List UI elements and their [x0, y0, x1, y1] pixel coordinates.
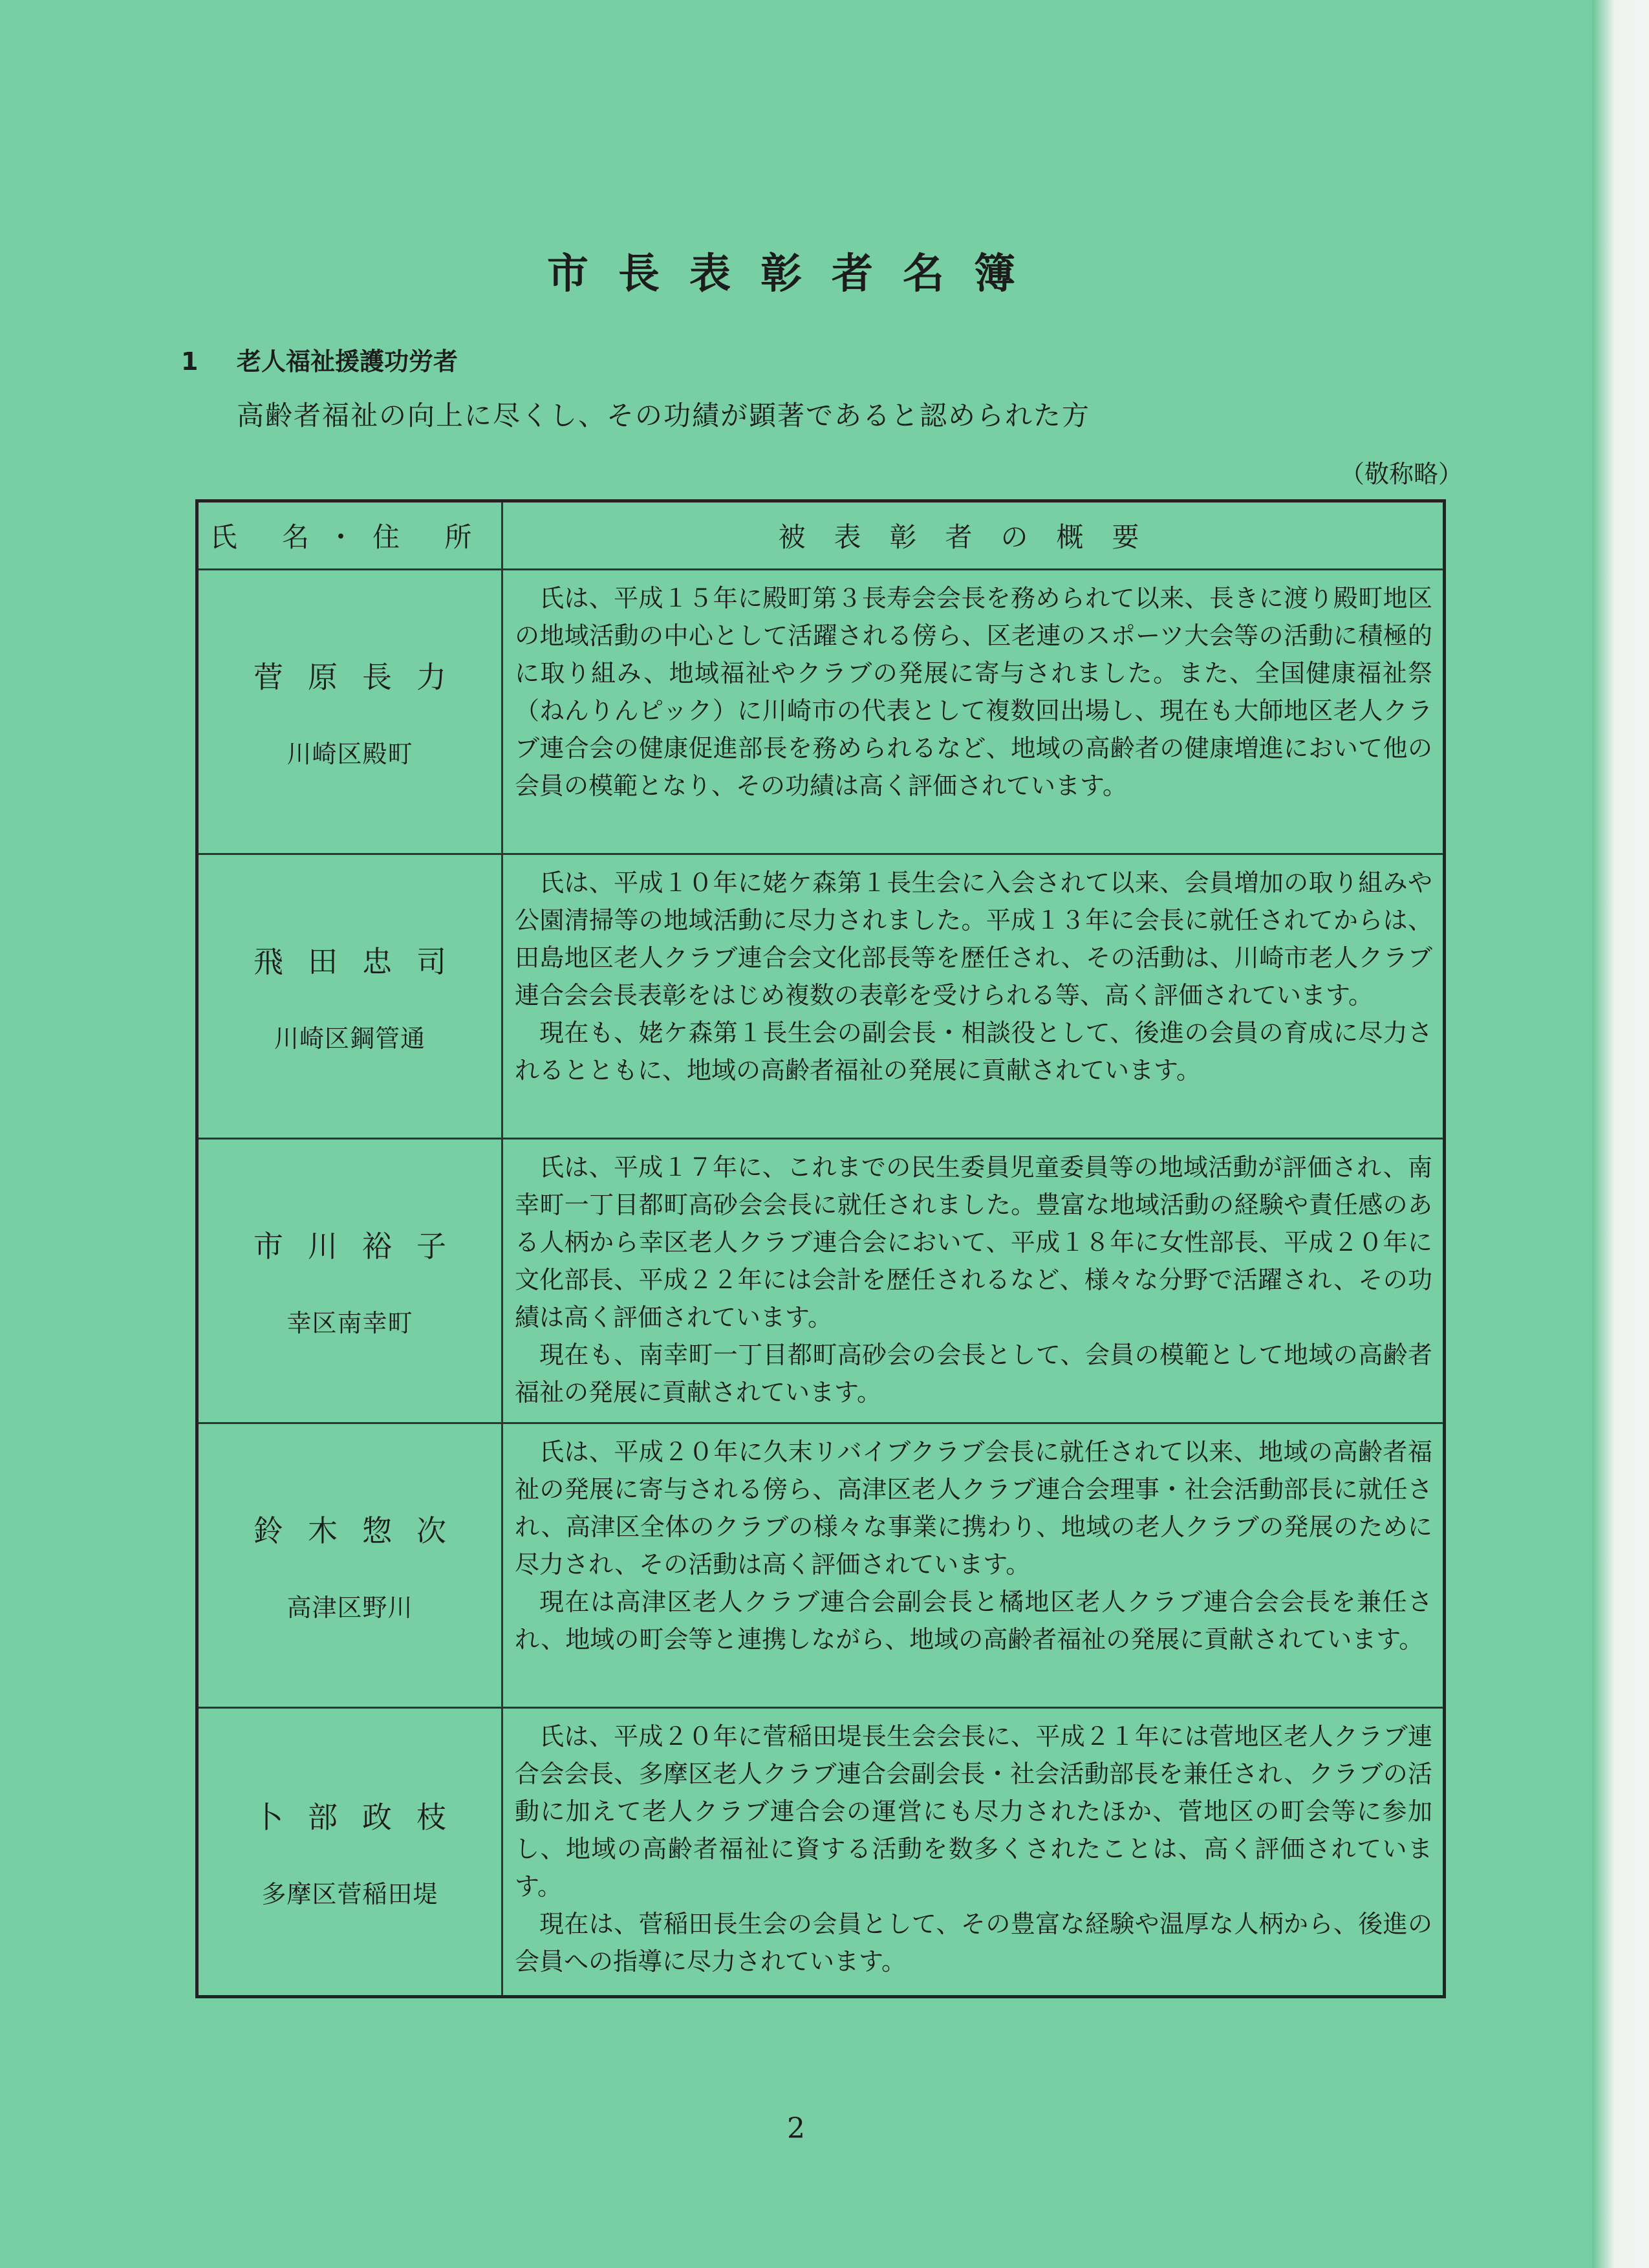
honoree-name: 菅原長力	[253, 660, 471, 695]
section-description: 高齢者福祉の向上に尽くし、その功績が顕著であると認められた方	[237, 400, 1091, 431]
table-row	[197, 854, 1445, 1139]
summary-cell	[502, 1708, 1445, 1997]
summary-paragraph: 現在は、菅稲田長生会の会員として、その豊富な経験や温厚な人柄から、後進の会員への指導に尽力されています。	[515, 1910, 1432, 1976]
honoree-address: 川崎区鋼管通	[274, 1024, 426, 1053]
summary-paragraph: 氏は、平成２０年に久末リバイブクラブ会長に就任されて以来、地域の高齢者福祉の発展に寄与される傍ら、高津区老人クラブ連合会理事・社会活動部長に就任され、高津区全体のクラブの様々な事業に携わり、地域の老人クラブの発展のために尽力され、その活動は高く評価されています。	[515, 1438, 1432, 1579]
summary-paragraph: 氏は、平成２０年に菅稲田堤長生会会長に、平成２１年には菅地区老人クラブ連合会会長、多摩区老人クラブ連合会副会長・社会活動部長を兼任され、クラブの活動に加えて老人クラブ連合会の運営にも尽力されたほか、菅地区の町会等に参加し、地域の高齢者福祉に資する活動を数多くされたことは、高く評価されています。	[515, 1722, 1432, 1901]
honorees-table	[195, 499, 1446, 1998]
header-name-address: 氏 名・住 所	[197, 501, 502, 570]
table-header-row	[197, 501, 1445, 570]
honoree-address: 川崎区殿町	[286, 740, 413, 768]
header-summary: 被表彰者の概要	[502, 501, 1445, 570]
honoree-name: 飛田忠司	[253, 944, 471, 979]
name-address-cell	[197, 854, 502, 1139]
honorific-note: （敬称略）	[1339, 460, 1463, 488]
summary-cell	[502, 1423, 1445, 1708]
summary-paragraph: 氏は、平成１０年に姥ケ森第１長生会に入会されて以来、会員増加の取り組みや公園清掃等の地域活動に尽力されました。平成１３年に会長に就任されてからは、田島地区老人クラブ連合会文化部長等を歴任され、その活動は、川崎市老人クラブ連合会会長表彰をはじめ複数の表彰を受けられる等、高く評価されています。	[515, 869, 1432, 1010]
honoree-address: 多摩区菅稲田堤	[261, 1880, 438, 1908]
honoree-address: 幸区南幸町	[286, 1309, 413, 1337]
table-row	[197, 1423, 1445, 1708]
summary-paragraph: 氏は、平成１５年に殿町第３長寿会会長を務められて以来、長きに渡り殿町地区の地域活動の中心として活躍される傍ら、区老連のスポーツ大会等の活動に積極的に取り組み、地域福祉やクラブの発展に寄与されました。また、全国健康福祉祭（ねんりんピック）に川崎市の代表として複数回出場し、現在も大師地区老人クラブ連合会の健康促進部長を務められるなど、地域の高齢者の健康増進において他の会員の模範となり、その功績は高く評価されています。	[515, 584, 1432, 800]
section-number: 1	[181, 347, 199, 376]
table-row	[197, 570, 1445, 854]
page-title: 市長表彰者名簿	[547, 250, 1045, 298]
table-row	[197, 1708, 1445, 1997]
honoree-name: 卜部政枝	[253, 1800, 471, 1835]
summary-cell	[502, 854, 1445, 1139]
table-row	[197, 1139, 1445, 1423]
summary-paragraph: 現在も、南幸町一丁目都町高砂会の会長として、会員の模範として地域の高齢者福祉の発展に貢献されています。	[515, 1341, 1432, 1407]
summary-paragraph: 氏は、平成１７年に、これまでの民生委員児童委員等の地域活動が評価され、南幸町一丁目都町高砂会会長に就任されました。豊富な地域活動の経験や責任感のある人柄から幸区老人クラブ連合会において、平成１８年に女性部長、平成２０年に文化部長、平成２２年には会計を歴任されるなど、様々な分野で活躍され、その功績は高く評価されています。	[515, 1153, 1432, 1332]
section-heading	[181, 341, 458, 377]
name-address-cell	[197, 1139, 502, 1423]
name-address-cell	[197, 1423, 502, 1708]
honoree-name: 鈴木惣次	[253, 1513, 471, 1548]
page-edge-shadow	[1592, 0, 1649, 2268]
summary-cell	[502, 1139, 1445, 1423]
section-heading-text: 老人福祉援護功労者	[237, 347, 458, 376]
name-address-cell	[197, 570, 502, 854]
page-number: 2	[787, 2112, 805, 2145]
summary-paragraph: 現在は高津区老人クラブ連合会副会長と橘地区老人クラブ連合会会長を兼任され、地域の町会等と連携しながら、地域の高齢者福祉の発展に貢献されています。	[515, 1588, 1432, 1654]
honoree-address: 高津区野川	[286, 1593, 413, 1622]
name-address-cell	[197, 1708, 502, 1997]
honoree-name: 市川裕子	[253, 1229, 471, 1264]
summary-cell	[502, 570, 1445, 854]
summary-paragraph: 現在も、姥ケ森第１長生会の副会長・相談役として、後進の会員の育成に尽力されるとともに、地域の高齢者福祉の発展に貢献されています。	[515, 1019, 1432, 1085]
